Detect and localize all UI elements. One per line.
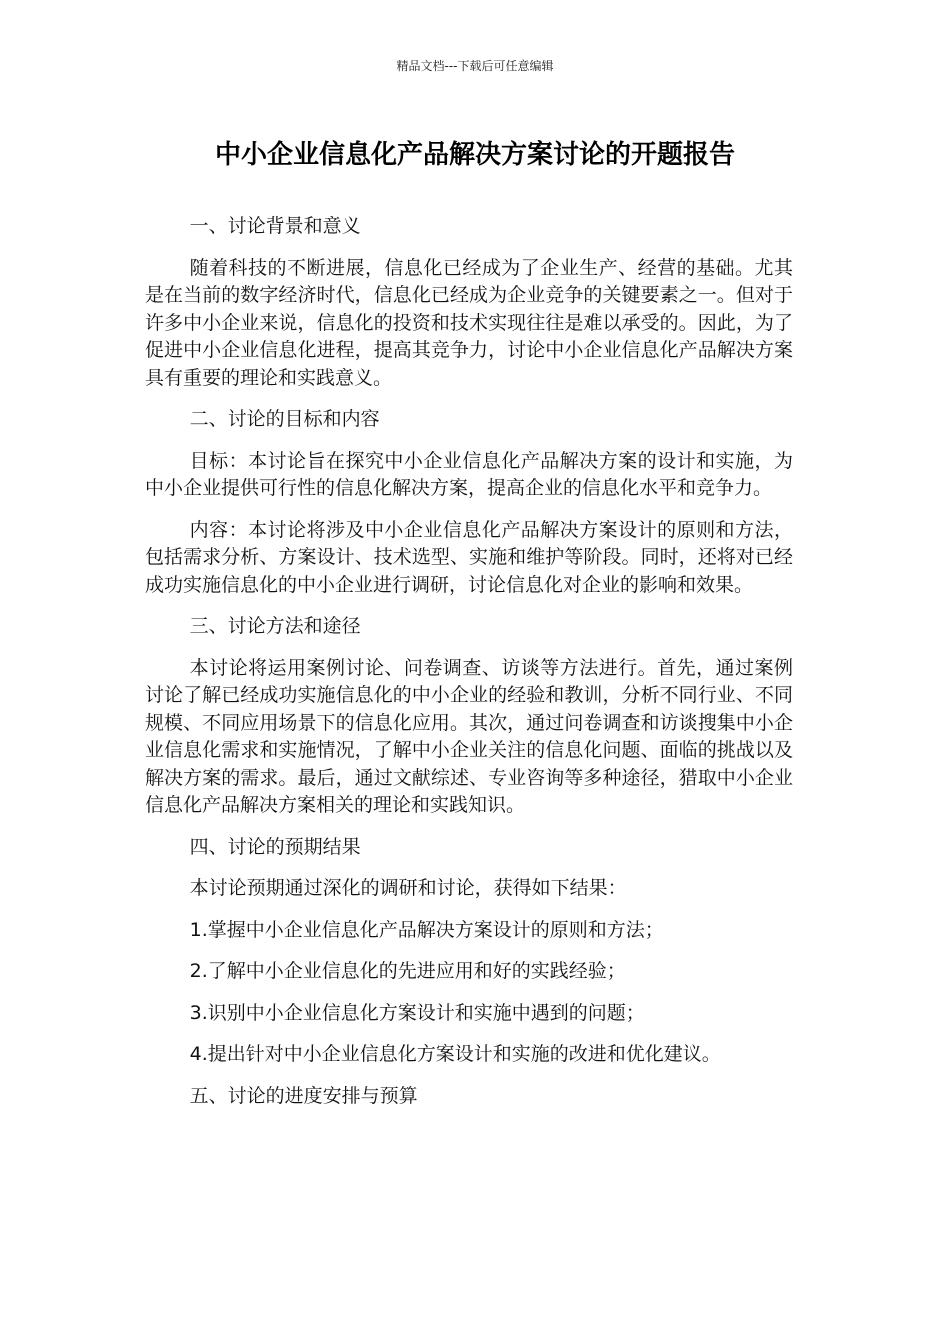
section-heading-expected-results: 四、讨论的预期结果 bbox=[189, 835, 361, 858]
document-body bbox=[145, 213, 793, 1124]
list-item: 3.识别中小企业信息化方案设计和实施中遇到的问题； bbox=[189, 1001, 645, 1024]
list-item: 4.提出针对中小企业信息化方案设计和实施的改进和优化建议。 bbox=[189, 1043, 721, 1065]
section-heading-schedule-budget: 五、讨论的进度安排与预算 bbox=[189, 1084, 418, 1107]
paragraph-expected-intro: 本讨论预期通过深化的调研和讨论，获得如下结果： bbox=[189, 877, 627, 899]
paragraph-content: 内容：本讨论将涉及中小企业信息化产品解决方案设计的原则和方法，包括需求分析、方案设计、技术选型、实施和维护等阶段。同时，还将对已经成功实施信息化的中小企业进行调研，讨论信息化对企业的影响和效果。 bbox=[145, 518, 793, 596]
paragraph-goal: 目标：本讨论旨在探究中小企业信息化产品解决方案的设计和实施，为中小企业提供可行性的信息化解决方案，提高企业的信息化水平和竞争力。 bbox=[145, 449, 793, 499]
paragraph-background: 随着科技的不断进展，信息化已经成为了企业生产、经营的基础。尤其是在当前的数字经济时代，信息化已经成为企业竞争的关键要素之一。但对于许多中小企业来说，信息化的投资和技术实现往往是难以承受的。因此，为了促进中小企业信息化进程，提高其竞争力，讨论中小企业信息化产品解决方案具有重要的理论和实践意义。 bbox=[145, 256, 793, 389]
section-heading-background: 一、讨论背景和意义 bbox=[189, 215, 361, 237]
list-item: 2.了解中小企业信息化的先进应用和好的实践经验； bbox=[189, 960, 626, 982]
list-item: 1.掌握中小企业信息化产品解决方案设计的原则和方法； bbox=[189, 918, 664, 941]
header-note: 精品文档---下载后可任意编辑 bbox=[396, 59, 554, 73]
section-heading-goals: 二、讨论的目标和内容 bbox=[189, 408, 380, 430]
paragraph-methods: 本讨论将运用案例讨论、问卷调查、访谈等方法进行。首先，通过案例讨论了解已经成功实施信息化的中小企业的经验和教训，分析不同行业、不同规模、不同应用场景下的信息化应用。其次，通过问卷调查和访谈搜集中小企业信息化需求和实施情况，了解中小企业关注的信息化问题、面临的挑战以及解决方案的需求。最后，通过文献综述、专业咨询等多种途径，猎取中小企业信息化产品解决方案相关的理论和实践知识。 bbox=[145, 656, 793, 816]
section-heading-methods: 三、讨论方法和途径 bbox=[189, 615, 361, 637]
document-title: 中小企业信息化产品解决方案讨论的开题报告 bbox=[214, 140, 735, 170]
